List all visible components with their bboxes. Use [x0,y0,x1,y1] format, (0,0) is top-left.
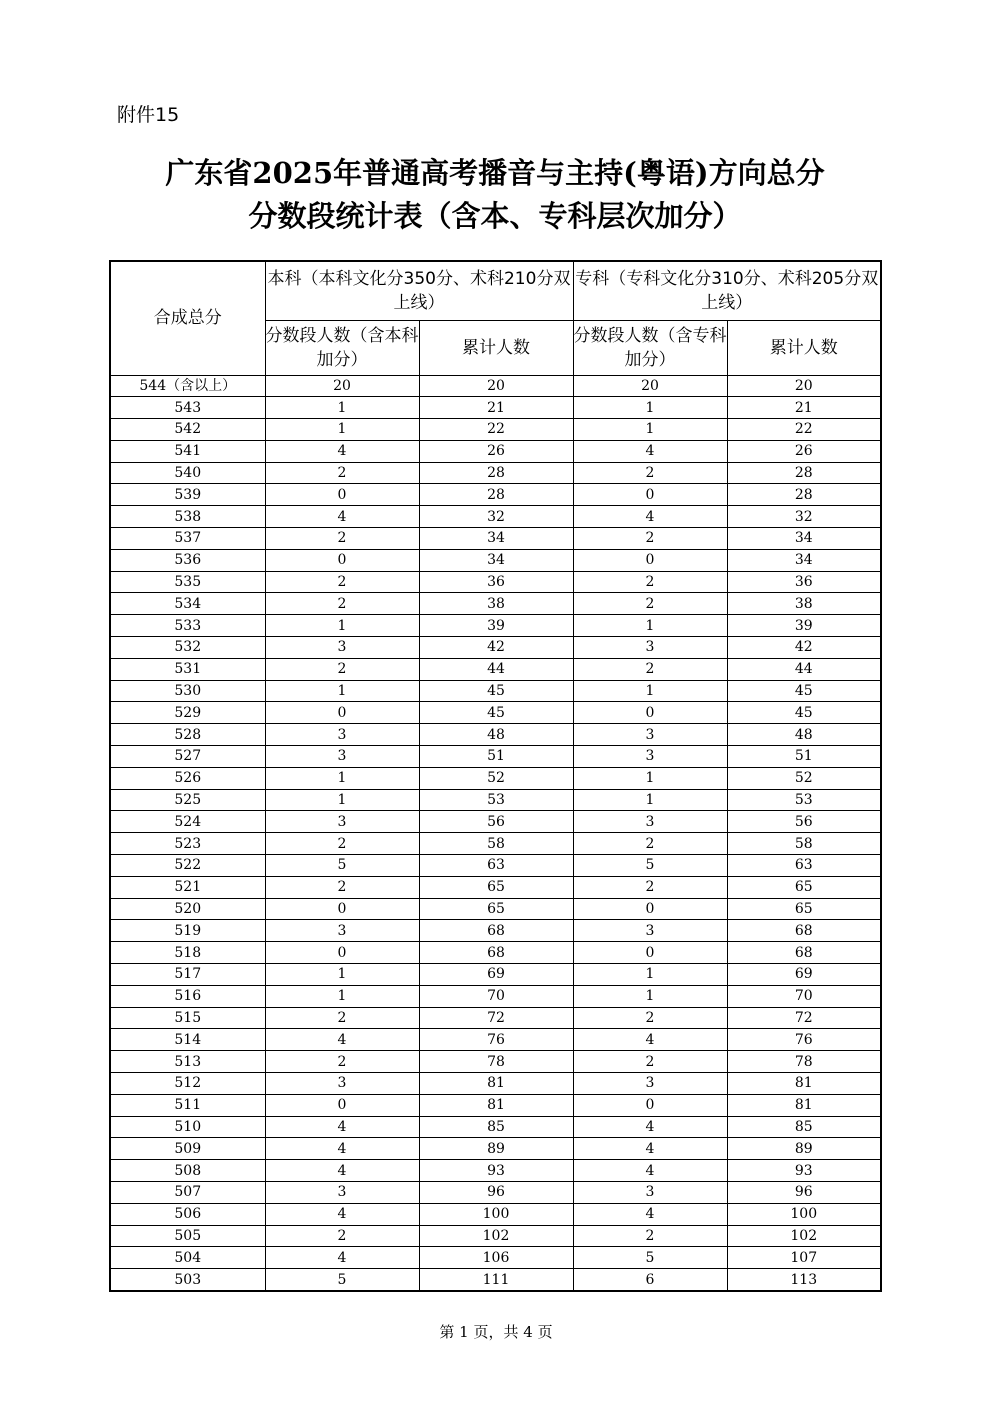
cell-undergrad-segment: 4 [265,1247,419,1269]
cell-undergrad-cumulative: 45 [419,702,573,724]
attachment-label: 附件15 [117,104,180,126]
cell-undergrad-segment: 4 [265,506,419,528]
table-row [110,920,881,942]
table-row [110,964,881,986]
cell-junior-cumulative: 26 [727,440,881,462]
cell-undergrad-segment: 4 [265,1029,419,1051]
cell-undergrad-segment: 1 [265,767,419,789]
cell-undergrad-cumulative: 32 [419,506,573,528]
cell-junior-cumulative: 45 [727,702,881,724]
cell-junior-segment: 0 [573,484,727,506]
cell-undergrad-segment: 2 [265,1007,419,1029]
cell-total-score: 512 [110,1073,265,1095]
cell-junior-cumulative: 65 [727,898,881,920]
table-row [110,1073,881,1095]
table-row [110,811,881,833]
cell-undergrad-cumulative: 70 [419,985,573,1007]
cell-junior-cumulative: 76 [727,1029,881,1051]
table-row [110,1029,881,1051]
cell-undergrad-cumulative: 89 [419,1138,573,1160]
cell-junior-segment: 1 [573,767,727,789]
cell-total-score: 532 [110,637,265,659]
cell-total-score: 505 [110,1225,265,1247]
cell-total-score: 542 [110,419,265,441]
cell-junior-cumulative: 78 [727,1051,881,1073]
cell-undergrad-cumulative: 28 [419,484,573,506]
cell-total-score: 537 [110,528,265,550]
cell-undergrad-cumulative: 100 [419,1203,573,1225]
cell-undergrad-segment: 5 [265,855,419,877]
cell-junior-segment: 2 [573,593,727,615]
cell-junior-cumulative: 32 [727,506,881,528]
table-row [110,985,881,1007]
cell-undergrad-cumulative: 65 [419,876,573,898]
cell-undergrad-cumulative: 63 [419,855,573,877]
cell-undergrad-segment: 20 [265,375,419,397]
cell-junior-segment: 1 [573,419,727,441]
page-footer: 第 1 页，共 4 页 [439,1323,553,1341]
cell-undergrad-segment: 1 [265,789,419,811]
cell-total-score: 510 [110,1116,265,1138]
cell-junior-cumulative: 20 [727,375,881,397]
cell-total-score: 515 [110,1007,265,1029]
cell-total-score: 504 [110,1247,265,1269]
cell-total-score: 533 [110,615,265,637]
cell-undergrad-segment: 2 [265,833,419,855]
cell-undergrad-segment: 2 [265,593,419,615]
table-row [110,484,881,506]
cell-junior-cumulative: 21 [727,397,881,419]
cell-total-score: 511 [110,1094,265,1116]
cell-undergrad-segment: 3 [265,811,419,833]
cell-undergrad-cumulative: 93 [419,1160,573,1182]
cell-undergrad-segment: 0 [265,549,419,571]
cell-total-score: 513 [110,1051,265,1073]
cell-undergrad-cumulative: 106 [419,1247,573,1269]
cell-total-score: 536 [110,549,265,571]
cell-junior-segment: 2 [573,1007,727,1029]
cell-junior-cumulative: 28 [727,462,881,484]
cell-junior-cumulative: 56 [727,811,881,833]
cell-junior-segment: 0 [573,702,727,724]
cell-total-score: 509 [110,1138,265,1160]
cell-undergrad-segment: 2 [265,571,419,593]
cell-undergrad-cumulative: 20 [419,375,573,397]
cell-total-score: 503 [110,1269,265,1291]
cell-junior-segment: 0 [573,1094,727,1116]
cell-total-score: 540 [110,462,265,484]
cell-junior-segment: 20 [573,375,727,397]
cell-junior-segment: 2 [573,462,727,484]
cell-undergrad-segment: 2 [265,528,419,550]
table-row [110,702,881,724]
cell-total-score: 544（含以上） [110,375,265,397]
cell-undergrad-segment: 0 [265,1094,419,1116]
cell-junior-segment: 2 [573,528,727,550]
table-row [110,375,881,397]
cell-junior-cumulative: 45 [727,680,881,702]
table-row [110,549,881,571]
cell-undergrad-segment: 0 [265,484,419,506]
cell-undergrad-cumulative: 96 [419,1181,573,1203]
header-junior-cumulative: 累计人数 [727,320,881,375]
table-row [110,767,881,789]
cell-undergrad-cumulative: 28 [419,462,573,484]
cell-total-score: 535 [110,571,265,593]
cell-junior-segment: 0 [573,549,727,571]
cell-junior-cumulative: 63 [727,855,881,877]
cell-junior-segment: 2 [573,1051,727,1073]
table-body [110,375,881,1291]
cell-total-score: 514 [110,1029,265,1051]
cell-junior-segment: 4 [573,1116,727,1138]
table-row [110,1203,881,1225]
cell-undergrad-segment: 3 [265,637,419,659]
cell-junior-segment: 3 [573,811,727,833]
cell-undergrad-cumulative: 52 [419,767,573,789]
table-row [110,789,881,811]
cell-undergrad-segment: 3 [265,746,419,768]
cell-undergrad-cumulative: 22 [419,419,573,441]
cell-junior-cumulative: 85 [727,1116,881,1138]
table-row [110,876,881,898]
cell-undergrad-cumulative: 81 [419,1073,573,1095]
cell-total-score: 539 [110,484,265,506]
table-row [110,898,881,920]
cell-junior-cumulative: 58 [727,833,881,855]
cell-junior-cumulative: 22 [727,419,881,441]
cell-total-score: 543 [110,397,265,419]
cell-junior-segment: 3 [573,724,727,746]
cell-total-score: 520 [110,898,265,920]
cell-junior-cumulative: 28 [727,484,881,506]
cell-undergrad-cumulative: 48 [419,724,573,746]
cell-junior-cumulative: 81 [727,1073,881,1095]
cell-junior-cumulative: 34 [727,549,881,571]
cell-total-score: 507 [110,1181,265,1203]
cell-undergrad-segment: 4 [265,1116,419,1138]
cell-total-score: 531 [110,658,265,680]
cell-total-score: 527 [110,746,265,768]
cell-junior-segment: 1 [573,985,727,1007]
cell-junior-cumulative: 39 [727,615,881,637]
cell-junior-cumulative: 100 [727,1203,881,1225]
cell-total-score: 521 [110,876,265,898]
table-row [110,1181,881,1203]
cell-total-score: 516 [110,985,265,1007]
cell-junior-cumulative: 107 [727,1247,881,1269]
cell-undergrad-cumulative: 38 [419,593,573,615]
table-row [110,746,881,768]
header-junior: 专科（专科文化分310分、术科205分双上线） [573,261,881,320]
cell-undergrad-cumulative: 85 [419,1116,573,1138]
cell-undergrad-cumulative: 51 [419,746,573,768]
cell-junior-cumulative: 48 [727,724,881,746]
table-row [110,1247,881,1269]
cell-junior-cumulative: 42 [727,637,881,659]
cell-undergrad-cumulative: 111 [419,1269,573,1291]
header-undergrad-segment: 分数段人数（含本科加分） [265,320,419,375]
cell-junior-segment: 4 [573,1160,727,1182]
cell-undergrad-cumulative: 42 [419,637,573,659]
cell-junior-cumulative: 36 [727,571,881,593]
cell-junior-cumulative: 65 [727,876,881,898]
cell-undergrad-cumulative: 58 [419,833,573,855]
cell-junior-cumulative: 113 [727,1269,881,1291]
cell-junior-segment: 1 [573,964,727,986]
cell-undergrad-cumulative: 102 [419,1225,573,1247]
cell-junior-segment: 2 [573,1225,727,1247]
header-undergrad: 本科（本科文化分350分、术科210分双上线） [265,261,573,320]
cell-total-score: 506 [110,1203,265,1225]
header-junior-segment: 分数段人数（含专科加分） [573,320,727,375]
cell-junior-segment: 1 [573,680,727,702]
cell-junior-cumulative: 51 [727,746,881,768]
cell-total-score: 530 [110,680,265,702]
cell-junior-segment: 6 [573,1269,727,1291]
cell-junior-cumulative: 34 [727,528,881,550]
cell-undergrad-cumulative: 76 [419,1029,573,1051]
cell-junior-segment: 3 [573,1073,727,1095]
cell-total-score: 526 [110,767,265,789]
cell-junior-cumulative: 96 [727,1181,881,1203]
cell-total-score: 541 [110,440,265,462]
cell-undergrad-segment: 1 [265,964,419,986]
table-row [110,833,881,855]
cell-undergrad-segment: 4 [265,440,419,462]
cell-total-score: 518 [110,942,265,964]
cell-junior-segment: 3 [573,746,727,768]
cell-undergrad-cumulative: 26 [419,440,573,462]
table-row [110,1225,881,1247]
cell-junior-cumulative: 68 [727,920,881,942]
table-row [110,528,881,550]
cell-junior-cumulative: 68 [727,942,881,964]
cell-junior-segment: 0 [573,898,727,920]
cell-undergrad-cumulative: 56 [419,811,573,833]
cell-undergrad-segment: 2 [265,658,419,680]
cell-undergrad-segment: 0 [265,898,419,920]
cell-total-score: 538 [110,506,265,528]
cell-undergrad-segment: 2 [265,876,419,898]
table-row [110,1160,881,1182]
cell-junior-cumulative: 89 [727,1138,881,1160]
cell-junior-segment: 4 [573,506,727,528]
table-row [110,855,881,877]
cell-total-score: 528 [110,724,265,746]
table-row [110,942,881,964]
cell-junior-cumulative: 52 [727,767,881,789]
cell-junior-cumulative: 38 [727,593,881,615]
cell-undergrad-segment: 2 [265,1051,419,1073]
cell-undergrad-segment: 1 [265,985,419,1007]
table-row [110,593,881,615]
cell-undergrad-cumulative: 34 [419,528,573,550]
table-row [110,1007,881,1029]
cell-undergrad-cumulative: 68 [419,942,573,964]
cell-undergrad-segment: 3 [265,920,419,942]
cell-total-score: 525 [110,789,265,811]
table-row [110,637,881,659]
cell-undergrad-cumulative: 81 [419,1094,573,1116]
table-row [110,615,881,637]
cell-undergrad-segment: 1 [265,419,419,441]
cell-total-score: 523 [110,833,265,855]
cell-junior-cumulative: 93 [727,1160,881,1182]
cell-undergrad-segment: 2 [265,462,419,484]
cell-junior-cumulative: 44 [727,658,881,680]
cell-undergrad-cumulative: 39 [419,615,573,637]
cell-undergrad-segment: 1 [265,397,419,419]
cell-total-score: 517 [110,964,265,986]
cell-junior-segment: 3 [573,637,727,659]
cell-total-score: 522 [110,855,265,877]
cell-junior-segment: 2 [573,833,727,855]
table-row [110,462,881,484]
cell-junior-segment: 2 [573,571,727,593]
cell-undergrad-segment: 1 [265,680,419,702]
table-row [110,397,881,419]
cell-total-score: 508 [110,1160,265,1182]
cell-junior-cumulative: 53 [727,789,881,811]
cell-total-score: 519 [110,920,265,942]
cell-junior-segment: 4 [573,440,727,462]
cell-undergrad-segment: 3 [265,1073,419,1095]
cell-junior-cumulative: 102 [727,1225,881,1247]
table-row [110,1094,881,1116]
table-row [110,1269,881,1291]
cell-junior-segment: 1 [573,615,727,637]
cell-junior-segment: 3 [573,1181,727,1203]
cell-total-score: 534 [110,593,265,615]
cell-undergrad-segment: 1 [265,615,419,637]
header-undergrad-cumulative: 累计人数 [419,320,573,375]
cell-undergrad-cumulative: 69 [419,964,573,986]
cell-total-score: 529 [110,702,265,724]
cell-undergrad-cumulative: 72 [419,1007,573,1029]
cell-junior-segment: 4 [573,1203,727,1225]
cell-undergrad-segment: 4 [265,1160,419,1182]
cell-junior-segment: 2 [573,876,727,898]
cell-undergrad-segment: 3 [265,724,419,746]
cell-total-score: 524 [110,811,265,833]
cell-undergrad-cumulative: 53 [419,789,573,811]
cell-junior-segment: 3 [573,920,727,942]
cell-undergrad-cumulative: 45 [419,680,573,702]
cell-junior-cumulative: 81 [727,1094,881,1116]
table-row [110,419,881,441]
table-row [110,1051,881,1073]
cell-undergrad-cumulative: 21 [419,397,573,419]
table-row [110,506,881,528]
table-row [110,1116,881,1138]
cell-junior-segment: 4 [573,1138,727,1160]
cell-undergrad-segment: 3 [265,1181,419,1203]
table-row [110,658,881,680]
cell-junior-segment: 5 [573,1247,727,1269]
title-line-2: 分数段统计表（含本、专科层次加分） [248,199,742,233]
cell-undergrad-segment: 2 [265,1225,419,1247]
cell-undergrad-cumulative: 65 [419,898,573,920]
cell-undergrad-cumulative: 68 [419,920,573,942]
cell-undergrad-segment: 0 [265,942,419,964]
cell-undergrad-cumulative: 78 [419,1051,573,1073]
cell-junior-segment: 1 [573,789,727,811]
cell-junior-cumulative: 70 [727,985,881,1007]
table-row [110,571,881,593]
table-row [110,1138,881,1160]
cell-undergrad-segment: 4 [265,1138,419,1160]
cell-junior-segment: 4 [573,1029,727,1051]
table-row [110,440,881,462]
cell-junior-segment: 2 [573,658,727,680]
cell-junior-cumulative: 72 [727,1007,881,1029]
cell-junior-cumulative: 69 [727,964,881,986]
cell-junior-segment: 1 [573,397,727,419]
table-row [110,680,881,702]
title-line-1: 广东省2025年普通高考播音与主持(粤语)方向总分 [165,156,825,190]
cell-undergrad-segment: 4 [265,1203,419,1225]
document-title [110,152,880,238]
cell-junior-segment: 5 [573,855,727,877]
cell-undergrad-cumulative: 36 [419,571,573,593]
cell-junior-segment: 0 [573,942,727,964]
table-row [110,724,881,746]
cell-undergrad-cumulative: 44 [419,658,573,680]
header-total-score: 合成总分 [110,261,265,375]
cell-undergrad-cumulative: 34 [419,549,573,571]
score-distribution-table [109,260,882,1292]
cell-undergrad-segment: 0 [265,702,419,724]
cell-undergrad-segment: 5 [265,1269,419,1291]
